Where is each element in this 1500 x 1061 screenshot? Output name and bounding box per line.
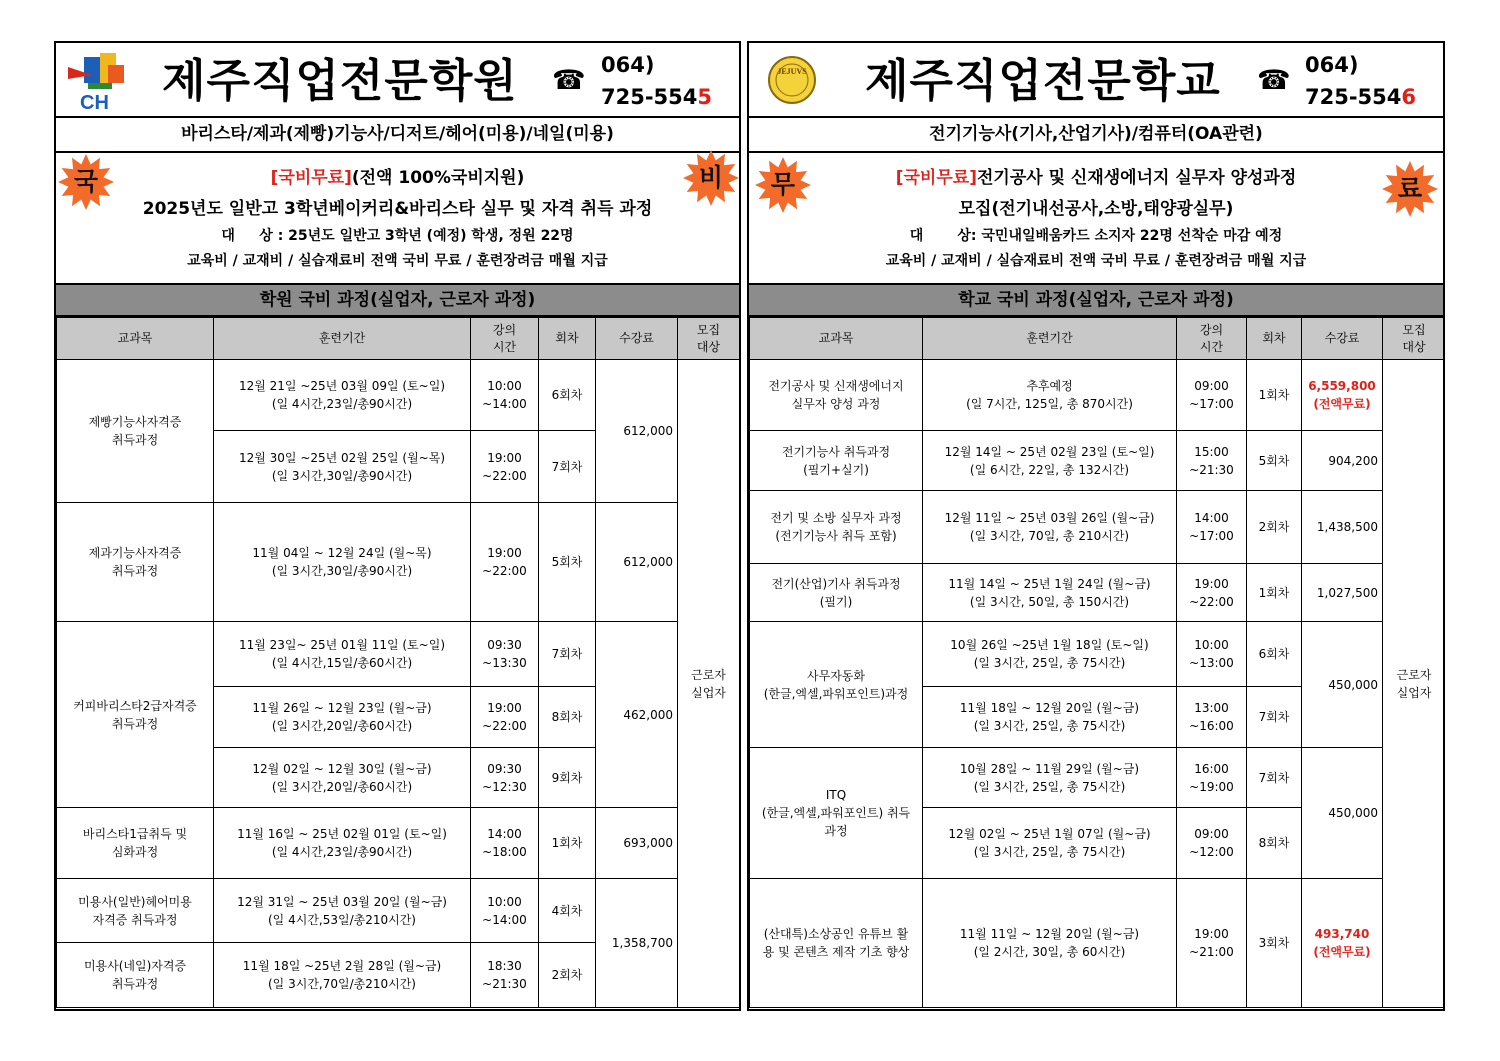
burst-badge-left: 국 xyxy=(58,154,114,210)
table-row xyxy=(57,503,740,622)
telephone-icon: ☎ xyxy=(552,65,586,96)
class-hours: 18:30 ~21:30 xyxy=(471,943,539,1008)
course-fee: 6,559,800 (전액무료) xyxy=(1302,360,1383,431)
header-session: 회차 xyxy=(1247,318,1302,360)
svg-text:JEJUVS: JEJUVS xyxy=(777,67,807,76)
training-period: 11월 04일 ~ 12월 24일 (월~목) (일 3시간,30일/총90시간) xyxy=(214,503,471,622)
table-row xyxy=(57,360,740,431)
table-row xyxy=(750,564,1446,622)
table-row xyxy=(57,622,740,687)
school-header xyxy=(749,43,1443,118)
course-name: 전기기능사 취득과정 (필기+실기) xyxy=(750,431,923,491)
header-target: 모집 대상 xyxy=(1383,318,1446,360)
course-name: 제과기능사자격증 취득과정 xyxy=(57,503,214,622)
course-fee: 612,000 xyxy=(596,360,678,503)
training-period: 11월 18일 ~25년 2월 28일 (월~금) (일 3시간,70일/총210시간) xyxy=(214,943,471,1008)
session-number: 3회차 xyxy=(1247,879,1302,1008)
course-name: 제빵기능사자격증 취득과정 xyxy=(57,360,214,503)
intro-target: 대 상 : 25년도 일반고 3학년 (예정) 학생, 정원 22명 xyxy=(221,228,574,244)
intro-program: 모집(전기내선공사,소방,태양광실무) xyxy=(958,199,1234,219)
header-fee: 수강료 xyxy=(1302,318,1383,360)
session-number: 9회차 xyxy=(539,748,596,808)
header-course: 교과목 xyxy=(57,318,214,360)
table-row xyxy=(57,808,740,879)
session-number: 6회차 xyxy=(539,360,596,431)
intro-headline: [국비무료](전액 100%국비지원) xyxy=(270,168,525,188)
training-period: 추후예정 (일 7시간, 125일, 총 870시간) xyxy=(923,360,1177,431)
course-fee: 1,358,700 xyxy=(596,879,678,1008)
class-hours: 10:00 ~13:00 xyxy=(1177,622,1247,687)
academy-subjects: 바리스타/제과(제빵)기능사/디저트/헤어(미용)/네일(미용) xyxy=(56,118,739,153)
class-hours: 13:00 ~16:00 xyxy=(1177,687,1247,748)
course-fee: 1,438,500 xyxy=(1302,491,1383,564)
class-hours: 09:30 ~12:30 xyxy=(471,748,539,808)
table-row xyxy=(750,360,1446,431)
class-hours: 10:00 ~14:00 xyxy=(471,879,539,943)
session-number: 2회차 xyxy=(539,943,596,1008)
class-hours: 19:00 ~22:00 xyxy=(471,503,539,622)
session-number: 1회차 xyxy=(539,808,596,879)
course-name: 전기 및 소방 실무자 과정 (전기기능사 취득 포함) xyxy=(750,491,923,564)
academy-phone: 064) 725-5545 xyxy=(601,53,713,109)
class-hours: 10:00 ~14:00 xyxy=(471,360,539,431)
intro-target: 대 상: 국민내일배움카드 소지자 22명 선착순 마감 예정 xyxy=(909,228,1283,244)
session-number: 8회차 xyxy=(539,687,596,748)
class-hours: 14:00 ~17:00 xyxy=(1177,491,1247,564)
academy-intro xyxy=(56,153,739,285)
header-period: 훈련기간 xyxy=(923,318,1177,360)
course-name: 미용사(네일)자격증 취득과정 xyxy=(57,943,214,1008)
header-period: 훈련기간 xyxy=(214,318,471,360)
class-hours: 19:00 ~22:00 xyxy=(471,431,539,503)
training-period: 10월 28일 ~ 11월 29일 (월~금) (일 3시간, 25일, 총 75시간) xyxy=(923,748,1177,808)
class-hours: 19:00 ~22:00 xyxy=(471,687,539,748)
training-period: 12월 30일 ~25년 02월 25일 (월~목) (일 3시간,30일/총90시간) xyxy=(214,431,471,503)
training-period: 11월 14일 ~ 25년 1월 24일 (월~금) (일 3시간, 50일, 총 150시간) xyxy=(923,564,1177,622)
school-title: 제주직업전문학교 xyxy=(865,54,1221,107)
course-fee: 904,200 xyxy=(1302,431,1383,491)
school-course-table xyxy=(749,317,1445,1008)
course-fee: 462,000 xyxy=(596,622,678,808)
course-fee: 450,000 xyxy=(1302,622,1383,748)
academy-course-table xyxy=(56,317,740,1008)
header-hours: 강의 시간 xyxy=(1177,318,1247,360)
school-panel xyxy=(747,41,1445,1011)
course-fee: 612,000 xyxy=(596,503,678,622)
burst-badge-left: 무 xyxy=(755,157,811,213)
class-hours: 09:30 ~13:30 xyxy=(471,622,539,687)
svg-text:CH: CH xyxy=(80,92,109,113)
course-name: 전기공사 및 신재생에너지 실무자 양성 과정 xyxy=(750,360,923,431)
training-period: 12월 31일 ~ 25년 03월 20일 (월~금) (일 4시간,53일/총210시간) xyxy=(214,879,471,943)
session-number: 2회차 xyxy=(1247,491,1302,564)
class-hours: 14:00 ~18:00 xyxy=(471,808,539,879)
table-row xyxy=(57,879,740,943)
table-row xyxy=(750,879,1446,1008)
academy-panel xyxy=(54,41,741,1011)
course-name: 전기(산업)기사 취득과정 (필기) xyxy=(750,564,923,622)
intro-benefits: 교육비 / 교재비 / 실습재료비 전액 국비 무료 / 훈련장려금 매월 지급 xyxy=(187,253,608,269)
course-fee: 1,027,500 xyxy=(1302,564,1383,622)
school-section-title: 학교 국비 과정(실업자, 근로자 과정) xyxy=(749,285,1443,317)
burst-badge-right: 료 xyxy=(1382,161,1438,217)
course-name: 미용사(일반)헤어미용 자격증 취득과정 xyxy=(57,879,214,943)
training-period: 11월 26일 ~ 12월 23일 (월~금) (일 3시간,20일/총60시간) xyxy=(214,687,471,748)
training-period: 11월 23일~ 25년 01월 11일 (토~일) (일 4시간,15일/총60시간) xyxy=(214,622,471,687)
session-number: 5회차 xyxy=(1247,431,1302,491)
session-number: 1회차 xyxy=(1247,360,1302,431)
intro-headline: [국비무료]전기공사 및 신재생에너지 실무자 양성과정 xyxy=(895,168,1297,188)
course-fee: 493,740 (전액무료) xyxy=(1302,879,1383,1008)
class-hours: 15:00 ~21:30 xyxy=(1177,431,1247,491)
session-number: 6회차 xyxy=(1247,622,1302,687)
training-period: 12월 21일 ~25년 03월 09일 (토~일) (일 4시간,23일/총90시간) xyxy=(214,360,471,431)
training-period: 11월 18일 ~ 12월 20일 (월~금) (일 3시간, 25일, 총 75시간) xyxy=(923,687,1177,748)
session-number: 7회차 xyxy=(1247,687,1302,748)
course-name: 커피바리스타2급자격증 취득과정 xyxy=(57,622,214,808)
class-hours: 16:00 ~19:00 xyxy=(1177,748,1247,808)
academy-title: 제주직업전문학원 xyxy=(162,54,518,107)
table-row xyxy=(750,431,1446,491)
academy-section-title: 학원 국비 과정(실업자, 근로자 과정) xyxy=(56,285,739,317)
course-fee: 693,000 xyxy=(596,808,678,879)
training-period: 11월 16일 ~ 25년 02월 01일 (토~일) (일 4시간,23일/총90시간) xyxy=(214,808,471,879)
session-number: 4회차 xyxy=(539,879,596,943)
session-number: 5회차 xyxy=(539,503,596,622)
recruit-target: 근로자 실업자 xyxy=(1383,360,1446,1008)
header-hours: 강의 시간 xyxy=(471,318,539,360)
school-subjects: 전기기능사(기사,산업기사)/컴퓨터(OA관련) xyxy=(749,118,1443,153)
course-fee: 450,000 xyxy=(1302,748,1383,879)
school-logo xyxy=(767,55,817,105)
training-period: 10월 26일 ~25년 1월 18일 (토~일) (일 3시간, 25일, 총 75시간) xyxy=(923,622,1177,687)
session-number: 8회차 xyxy=(1247,808,1302,879)
training-period: 11월 11일 ~ 12월 20일 (월~금) (일 2시간, 30일, 총 60시간) xyxy=(923,879,1177,1008)
training-period: 12월 14일 ~ 25년 02월 23일 (토~일) (일 6시간, 22일, 총 132시간) xyxy=(923,431,1177,491)
academy-logo xyxy=(64,51,136,113)
recruit-target: 근로자 실업자 xyxy=(678,360,740,1008)
course-name: 사무자동화 (한글,엑셀,파워포인트)과정 xyxy=(750,622,923,748)
training-period: 12월 11일 ~ 25년 03월 26일 (월~금) (일 3시간, 70일, 총 210시간) xyxy=(923,491,1177,564)
course-name: 바리스타1급취득 및 심화과정 xyxy=(57,808,214,879)
telephone-icon: ☎ xyxy=(1257,65,1291,96)
academy-header xyxy=(56,43,739,118)
training-period: 12월 02일 ~ 25년 1월 07일 (월~금) (일 3시간, 25일, 총 75시간) xyxy=(923,808,1177,879)
table-row xyxy=(750,748,1446,808)
course-name: (산대특)소상공인 유튜브 활 용 및 콘텐츠 제작 기초 향상 xyxy=(750,879,923,1008)
intro-benefits: 교육비 / 교재비 / 실습재료비 전액 국비 무료 / 훈련장려금 매월 지급 xyxy=(885,253,1307,269)
class-hours: 19:00 ~22:00 xyxy=(1177,564,1247,622)
table-row xyxy=(750,491,1446,564)
header-course: 교과목 xyxy=(750,318,923,360)
header-fee: 수강료 xyxy=(596,318,678,360)
class-hours: 09:00 ~12:00 xyxy=(1177,808,1247,879)
table-row xyxy=(750,622,1446,687)
training-period: 12월 02일 ~ 12월 30일 (월~금) (일 3시간,20일/총60시간) xyxy=(214,748,471,808)
class-hours: 09:00 ~17:00 xyxy=(1177,360,1247,431)
header-target: 모집 대상 xyxy=(678,318,740,360)
session-number: 7회차 xyxy=(1247,748,1302,808)
school-phone: 064) 725-5546 xyxy=(1305,53,1417,109)
intro-program: 2025년도 일반고 3학년베이커리&바리스타 실무 및 자격 취득 과정 xyxy=(142,199,653,219)
burst-badge-right: 비 xyxy=(683,150,739,206)
course-name: ITQ (한글,엑셀,파워포인트) 취득 과정 xyxy=(750,748,923,879)
school-intro xyxy=(749,153,1443,285)
session-number: 7회차 xyxy=(539,431,596,503)
session-number: 1회차 xyxy=(1247,564,1302,622)
session-number: 7회차 xyxy=(539,622,596,687)
header-session: 회차 xyxy=(539,318,596,360)
class-hours: 19:00 ~21:00 xyxy=(1177,879,1247,1008)
